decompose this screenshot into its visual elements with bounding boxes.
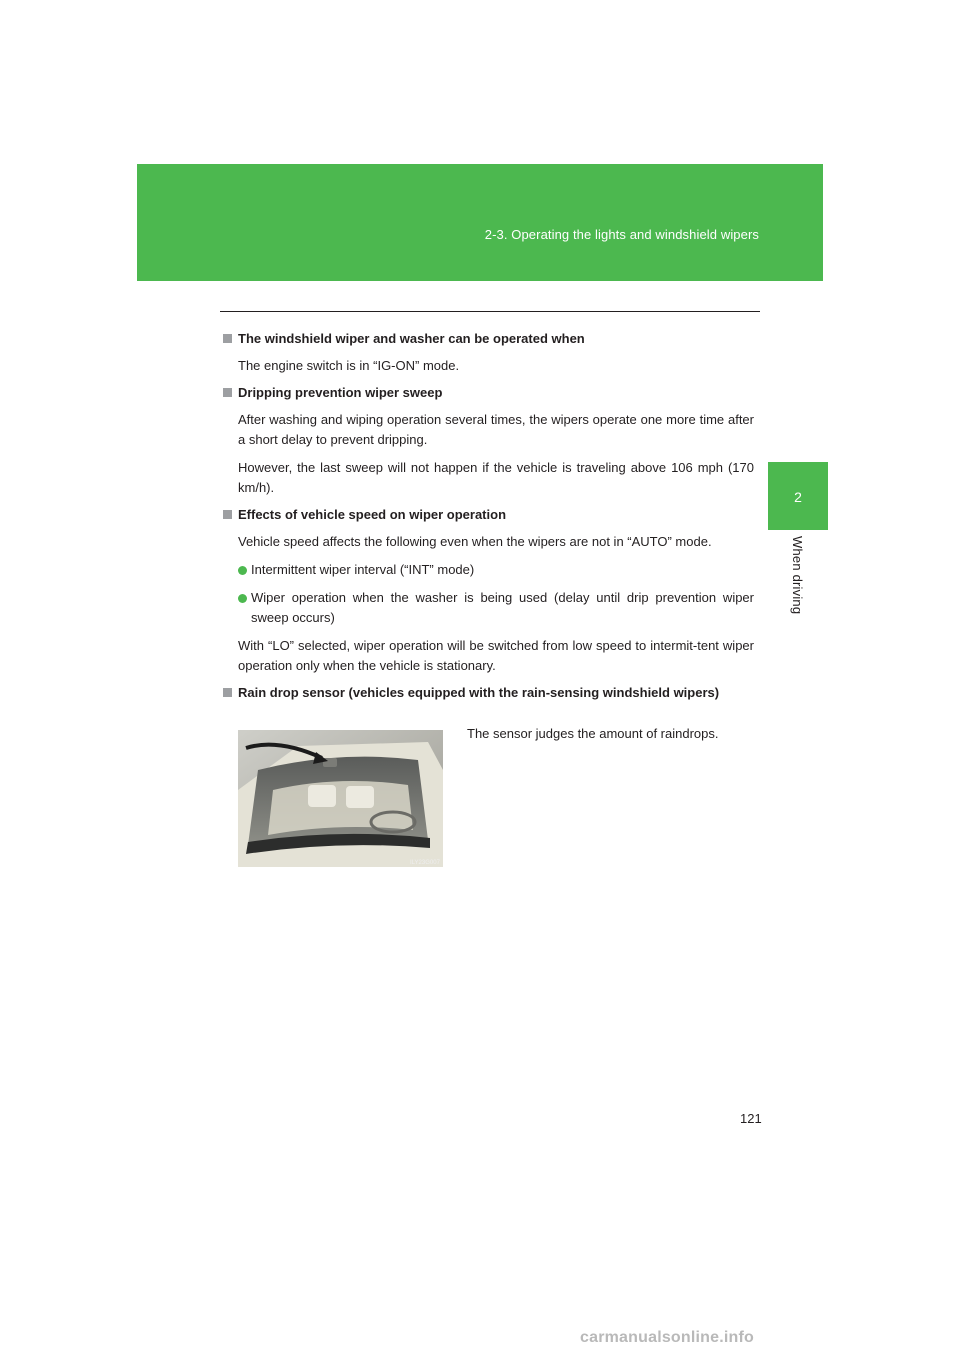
section-heading: Dripping prevention wiper sweep	[222, 384, 754, 402]
divider	[220, 311, 760, 312]
square-bullet-icon	[223, 510, 232, 519]
watermark[interactable]: carmanualsonline.info	[580, 1329, 755, 1346]
windshield-sensor-illustration	[238, 730, 443, 867]
section-vehicle-speed	[222, 506, 754, 676]
square-bullet-icon	[223, 388, 232, 397]
page-content	[222, 330, 754, 866]
chapter-tab[interactable]	[768, 462, 828, 530]
square-bullet-icon	[223, 334, 232, 343]
section-title: 2-3. Operating the lights and windshield wipers	[484, 227, 759, 242]
section-heading: Rain drop sensor (vehicles equipped with the rain-sensing windshield wipers)	[222, 684, 754, 702]
section-rain-sensor	[222, 684, 754, 866]
figure-caption: The sensor judges the amount of raindrops.	[467, 726, 719, 741]
section-dripping-prevention	[222, 384, 754, 498]
round-bullet-icon	[238, 566, 247, 575]
list-item: Wiper operation when the washer is being used (delay until drip prevention wiper sweep occurs)	[238, 588, 754, 628]
section-operable-when	[222, 330, 754, 376]
paragraph: After washing and wiping operation several times, the wipers operate one more time after a short delay to prevent dripping.	[238, 412, 754, 447]
section-heading: The windshield wiper and washer can be operated when	[222, 330, 754, 348]
page-number: 121	[740, 1111, 762, 1126]
paragraph: However, the last sweep will not happen if the vehicle is traveling above 106 mph (170 km/h).	[238, 460, 754, 495]
section-heading: Effects of vehicle speed on wiper operation	[222, 506, 754, 524]
header-band	[137, 164, 823, 281]
paragraph: With “LO” selected, wiper operation will be switched from low speed to intermit-tent wiper operation only when the vehicle is stationary.	[238, 638, 754, 673]
figure-code: ILY23G007	[410, 860, 440, 866]
chapter-number: 2	[794, 489, 802, 505]
chapter-label: When driving	[790, 536, 805, 615]
paragraph: Vehicle speed affects the following even when the wipers are not in “AUTO” mode.	[238, 534, 712, 549]
square-bullet-icon	[223, 688, 232, 697]
round-bullet-icon	[238, 594, 247, 603]
car-interior-image	[238, 730, 443, 867]
paragraph: The engine switch is in “IG-ON” mode.	[238, 358, 460, 373]
list-item: Intermittent wiper interval (“INT” mode)	[238, 560, 754, 580]
figure-row	[238, 710, 754, 866]
